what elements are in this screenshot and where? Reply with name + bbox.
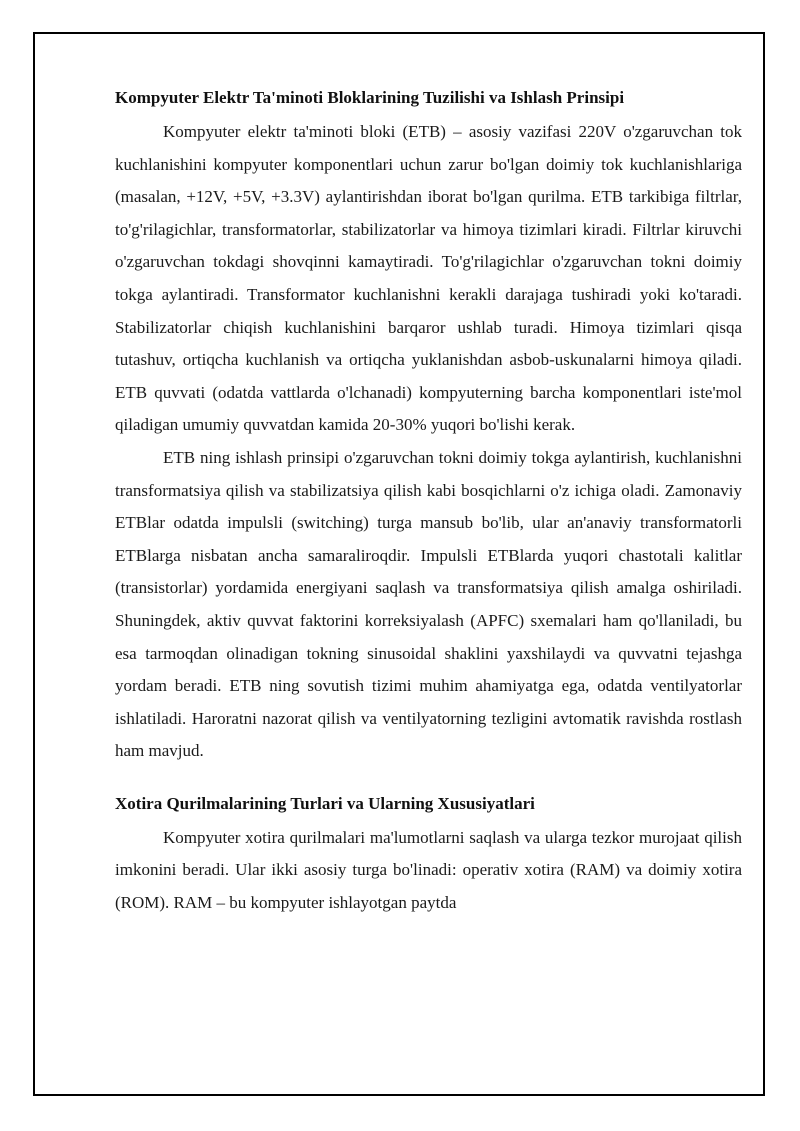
paragraph-memory-devices-intro: Kompyuter xotira qurilmalari ma'lumotlarni saqlash va ularga tezkor murojaat qilish imkonini beradi. Ular ikki asosiy turga bo'linadi: operativ xotira (RAM) va doimiy xotira (ROM). RAM – bu kompyuter ishlayotgan paytda xyxy=(115,827,742,913)
section-heading-memory-devices: Xotira Qurilmalarining Turlari va Ularning Xususiyatlari xyxy=(115,793,535,813)
document-body xyxy=(115,80,742,920)
section-heading-power-supply: Kompyuter Elektr Ta'minoti Bloklarining Tuzilishi va Ishlash Prinsipi xyxy=(115,88,625,107)
paragraph-power-supply-definition: Kompyuter elektr ta'minoti bloki (ETB) – asosiy vazifasi 220V o'zgaruvchan tok kuchlanishini kompyuter komponentlari uchun zarur bo'lgan doimiy tok kuchlanishlariga (masalan, +12V, +5V, +3.3V) aylantirishdan iborat bo'lgan qurilma. ETB tarkibiga filtrlar, to'g'rilagichlar, transformatorlar, stabilizatorlar va himoya tizimlari kiradi. Filtrlar kiruvchi o'zgaruvchan tokdagi shovqinni kamaytiradi. To'g'rilagichlar o'zgaruvchan tokni doimiy tokga aylantiradi. Transformator kuchlanishni kerakli darajaga tushiradi yoki ko'taradi. Stabilizatorlar chiqish kuchlanishini barqaror ushlab turadi. Himoya tizimlari qisqa tutashuv, ortiqcha kuchlanish va ortiqcha yuklanishdan asbob-uskunalarni himoya qiladi. ETB quvvati (odatda vattlarda o'lchanadi) kompyuterning barcha komponentlari iste'mol qiladigan umumiy quvvatdan kamida 20-30% yuqori bo'lishi kerak. xyxy=(115,122,742,435)
paragraph-power-supply-principle: ETB ning ishlash prinsipi o'zgaruvchan tokni doimiy tokga aylantirish, kuchlanishni transformatsiya qilish va stabilizatsiya qilish kabi bosqichlarni o'z ichiga oladi. Zamonaviy ETBlar odatda impulsli (switching) turga mansub bo'lib, ular an'anaviy transformatorli ETBlarga nisbatan ancha samaraliroqdir. Impulsli ETBlarda yuqori chastotali kalitlar (transistorlar) yordamida energiyani saqlash va transformatsiya qilish amalga oshiriladi. Shuningdek, aktiv quvvat faktorini korreksiyalash (APFC) sxemalari ham qo'llaniladi, bu esa tarmoqdan olinadigan tokning sinusoidal shaklini yaxshilaydi va quvvatni tejashga yordam beradi. ETB ning sovutish tizimi muhim ahamiyatga ega, odatda ventilyatorlar ishlatiladi. Haroratni nazorat qilish va ventilyatorning tezligini avtomatik ravishda rostlash ham mavjud. xyxy=(115,447,742,761)
